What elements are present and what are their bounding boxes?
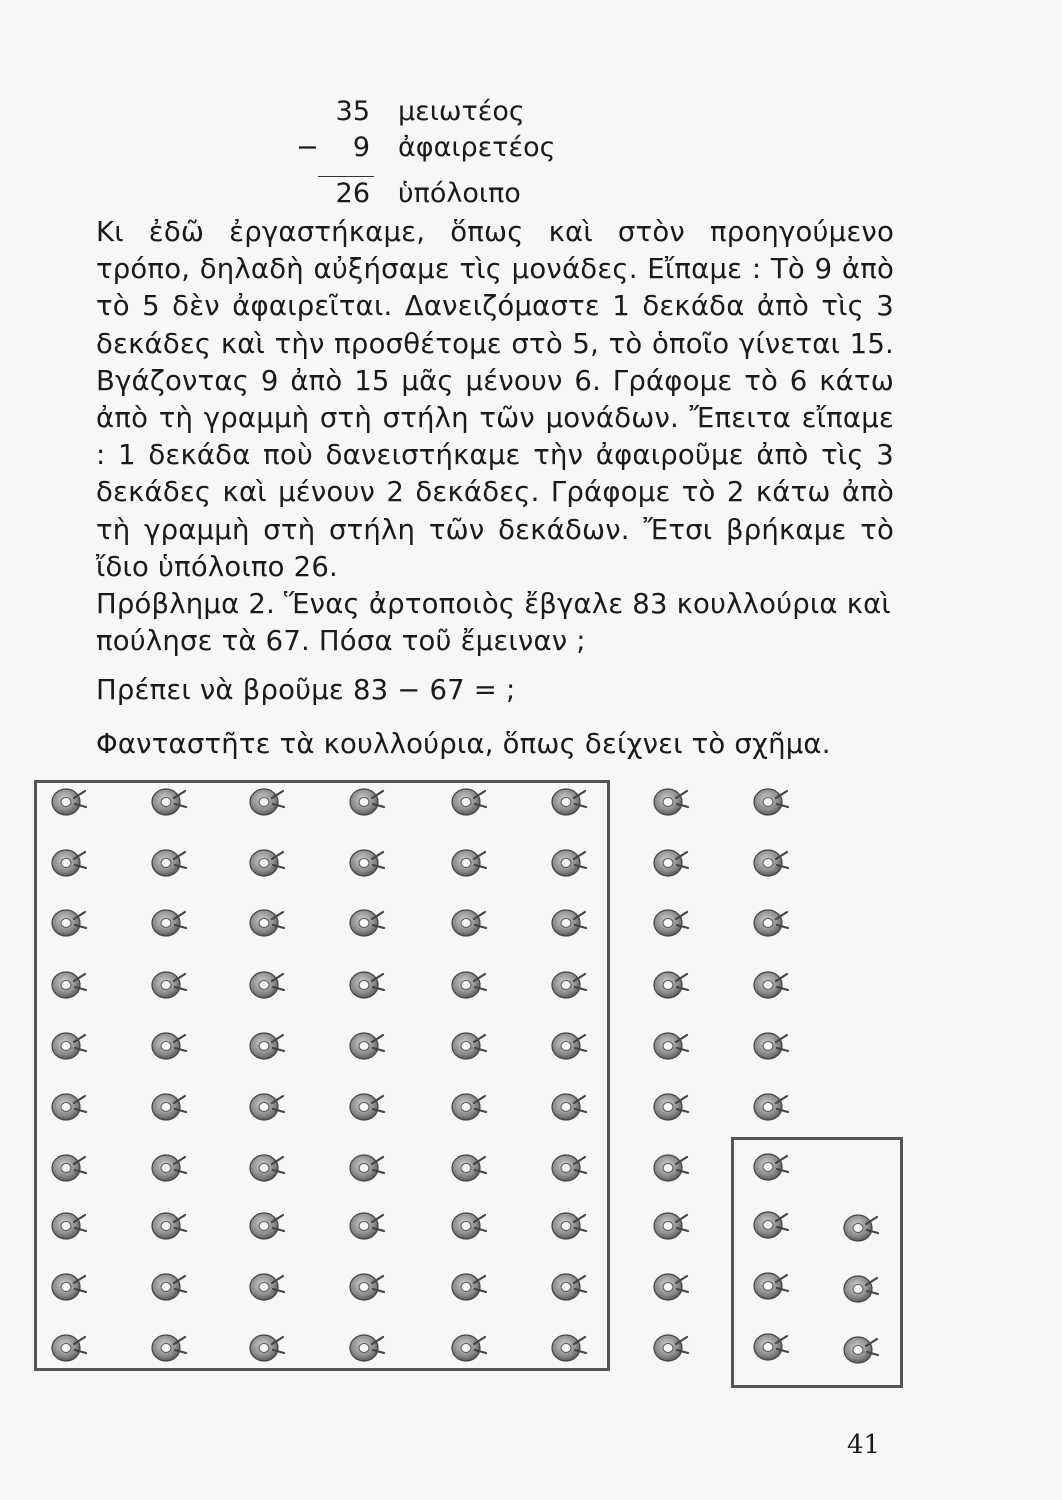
koulouri-icon bbox=[552, 972, 586, 998]
koulouri-icon bbox=[350, 1155, 384, 1181]
koulouri-icon bbox=[452, 1274, 486, 1300]
koulouri-icon bbox=[452, 910, 486, 936]
koulouri-icon bbox=[654, 789, 688, 815]
koulouri-icon bbox=[654, 1094, 688, 1120]
koulouri-icon bbox=[452, 1094, 486, 1120]
koulouri-icon bbox=[250, 1335, 284, 1361]
koulouri-icon bbox=[152, 1094, 186, 1120]
koulouri-icon bbox=[452, 1155, 486, 1181]
page-number: 41 bbox=[847, 1430, 881, 1460]
minuend-label: μειωτέος bbox=[398, 96, 525, 127]
koulouri-icon bbox=[754, 1334, 788, 1360]
koulouri-icon bbox=[552, 1033, 586, 1059]
explanation-paragraph: Κι ἐδῶ ἐργαστήκαμε, ὅπως καὶ στὸν προηγούμενο τρόπο, δηλαδὴ αὐξήσαμε τὶς μονάδες. Εἴπαμε : Τὸ 9 ἀπὸ τὸ 5 δὲν ἀφαιρεῖται. Δανειζόμαστε 1 δεκάδα ἀπὸ τὶς 3 δεκάδες καὶ τὴν προσθέτομε στὸ 5, τὸ ὁποῖο γίνεται 15. Βγάζοντας 9 ἀπὸ 15 μᾶς μένουν 6. Γράφομε τὸ 6 κάτω ἀπὸ τὴ γραμμὴ στὴ στήλη τῶν μονάδων. Ἔπειτα εἴπαμε : 1 δεκάδα ποὺ δανειστήκαμε τὴν ἀφαιροῦμε ἀπὸ τὶς 3 δεκάδες καὶ μένουν 2 δεκάδες. Γράφομε τὸ 2 κάτω ἀπὸ τὴ γραμμὴ στὴ στήλη τῶν δεκάδων. Ἔτσι βρήκαμε τὸ ἴδιο ὑπόλοιπο 26. bbox=[96, 216, 894, 583]
koulouri-icon bbox=[552, 789, 586, 815]
koulouri-icon bbox=[452, 1213, 486, 1239]
koulouri-icon bbox=[250, 910, 284, 936]
koulouri-icon bbox=[250, 1274, 284, 1300]
koulouri-icon bbox=[350, 1335, 384, 1361]
koulouri-icon bbox=[552, 1335, 586, 1361]
minus-sign: − bbox=[296, 132, 319, 163]
koulouri-icon bbox=[844, 1215, 878, 1241]
koulouri-icon bbox=[52, 1033, 86, 1059]
koulouri-icon bbox=[52, 789, 86, 815]
koulouri-icon bbox=[654, 1213, 688, 1239]
koulouri-icon bbox=[654, 1033, 688, 1059]
koulouri-icon bbox=[754, 1212, 788, 1238]
figure-caption: Φανταστῆτε τὰ κουλλούρια, ὅπως δείχνει τὸ σχῆμα. bbox=[96, 728, 831, 760]
koulouri-icon bbox=[350, 972, 384, 998]
koulouri-icon bbox=[452, 789, 486, 815]
koulouri-icon bbox=[552, 1155, 586, 1181]
koulouri-icon bbox=[452, 850, 486, 876]
koulouri-icon bbox=[350, 850, 384, 876]
koulouri-icon bbox=[754, 1033, 788, 1059]
koulouri-icon bbox=[452, 1335, 486, 1361]
difference-label: ὑπόλοιπο bbox=[398, 178, 521, 209]
koulouri-icon bbox=[452, 1033, 486, 1059]
koulouri-icon bbox=[152, 1033, 186, 1059]
koulouri-icon bbox=[152, 1274, 186, 1300]
subtrahend-label: ἀφαιρετέος bbox=[398, 132, 556, 163]
koulouri-icon bbox=[754, 1154, 788, 1180]
koulouri-icon bbox=[552, 1274, 586, 1300]
koulouri-icon bbox=[654, 972, 688, 998]
koulouri-icon bbox=[754, 789, 788, 815]
koulouri-icon bbox=[250, 1155, 284, 1181]
koulouri-icon bbox=[250, 1094, 284, 1120]
koulouri-icon bbox=[52, 972, 86, 998]
koulouri-icon bbox=[52, 1335, 86, 1361]
koulouri-icon bbox=[654, 850, 688, 876]
koulouri-icon bbox=[52, 1094, 86, 1120]
koulouri-icon bbox=[350, 1213, 384, 1239]
koulouri-icon bbox=[350, 789, 384, 815]
koulouri-icon bbox=[350, 1094, 384, 1120]
equation-paragraph: Πρέπει νὰ βροῦμε 83 − 67 = ; bbox=[96, 674, 516, 706]
koulouri-icon bbox=[52, 1213, 86, 1239]
koulouri-icon bbox=[250, 972, 284, 998]
koulouri-icon bbox=[654, 1155, 688, 1181]
koulouri-icon bbox=[250, 1033, 284, 1059]
koulouri-icon bbox=[552, 850, 586, 876]
koulouri-icon bbox=[152, 1335, 186, 1361]
minuend-number: 35 bbox=[335, 96, 370, 127]
koulouri-icon bbox=[654, 1335, 688, 1361]
koulouri-icon bbox=[250, 789, 284, 815]
koulouri-icon bbox=[754, 1273, 788, 1299]
koulouri-icon bbox=[250, 1213, 284, 1239]
koulouri-icon bbox=[52, 850, 86, 876]
koulouri-icon bbox=[754, 1094, 788, 1120]
koulouri-icon bbox=[552, 1094, 586, 1120]
subtrahend-number: 9 bbox=[352, 132, 370, 163]
koulouri-icon bbox=[844, 1276, 878, 1302]
koulouri-icon bbox=[350, 910, 384, 936]
koulouri-icon bbox=[250, 850, 284, 876]
koulouri-icon bbox=[152, 910, 186, 936]
koulouri-icon bbox=[152, 850, 186, 876]
koulouri-icon bbox=[754, 910, 788, 936]
koulouri-icon bbox=[52, 1274, 86, 1300]
koulouri-icon bbox=[654, 1274, 688, 1300]
koulouri-icon bbox=[552, 1213, 586, 1239]
koulouri-icon bbox=[350, 1274, 384, 1300]
difference-number: 26 bbox=[335, 178, 370, 209]
koulouri-icon bbox=[350, 1033, 384, 1059]
koulouri-icon bbox=[152, 972, 186, 998]
koulouri-icon bbox=[552, 910, 586, 936]
koulouri-icon bbox=[152, 789, 186, 815]
koulouri-icon bbox=[754, 972, 788, 998]
koulouri-icon bbox=[52, 1155, 86, 1181]
koulouri-icon bbox=[152, 1213, 186, 1239]
koulouri-icon bbox=[754, 850, 788, 876]
koulouri-icon bbox=[844, 1337, 878, 1363]
koulouri-icon bbox=[52, 910, 86, 936]
koulouri-icon bbox=[152, 1155, 186, 1181]
problem-2-paragraph: Πρόβλημα 2. Ἕνας ἀρτοποιὸς ἔβγαλε 83 κουλλούρια καὶ πούλησε τὰ 67. Πόσα τοῦ ἔμειναν ; bbox=[96, 588, 891, 658]
koulouri-icon bbox=[654, 910, 688, 936]
koulouri-icon bbox=[452, 972, 486, 998]
